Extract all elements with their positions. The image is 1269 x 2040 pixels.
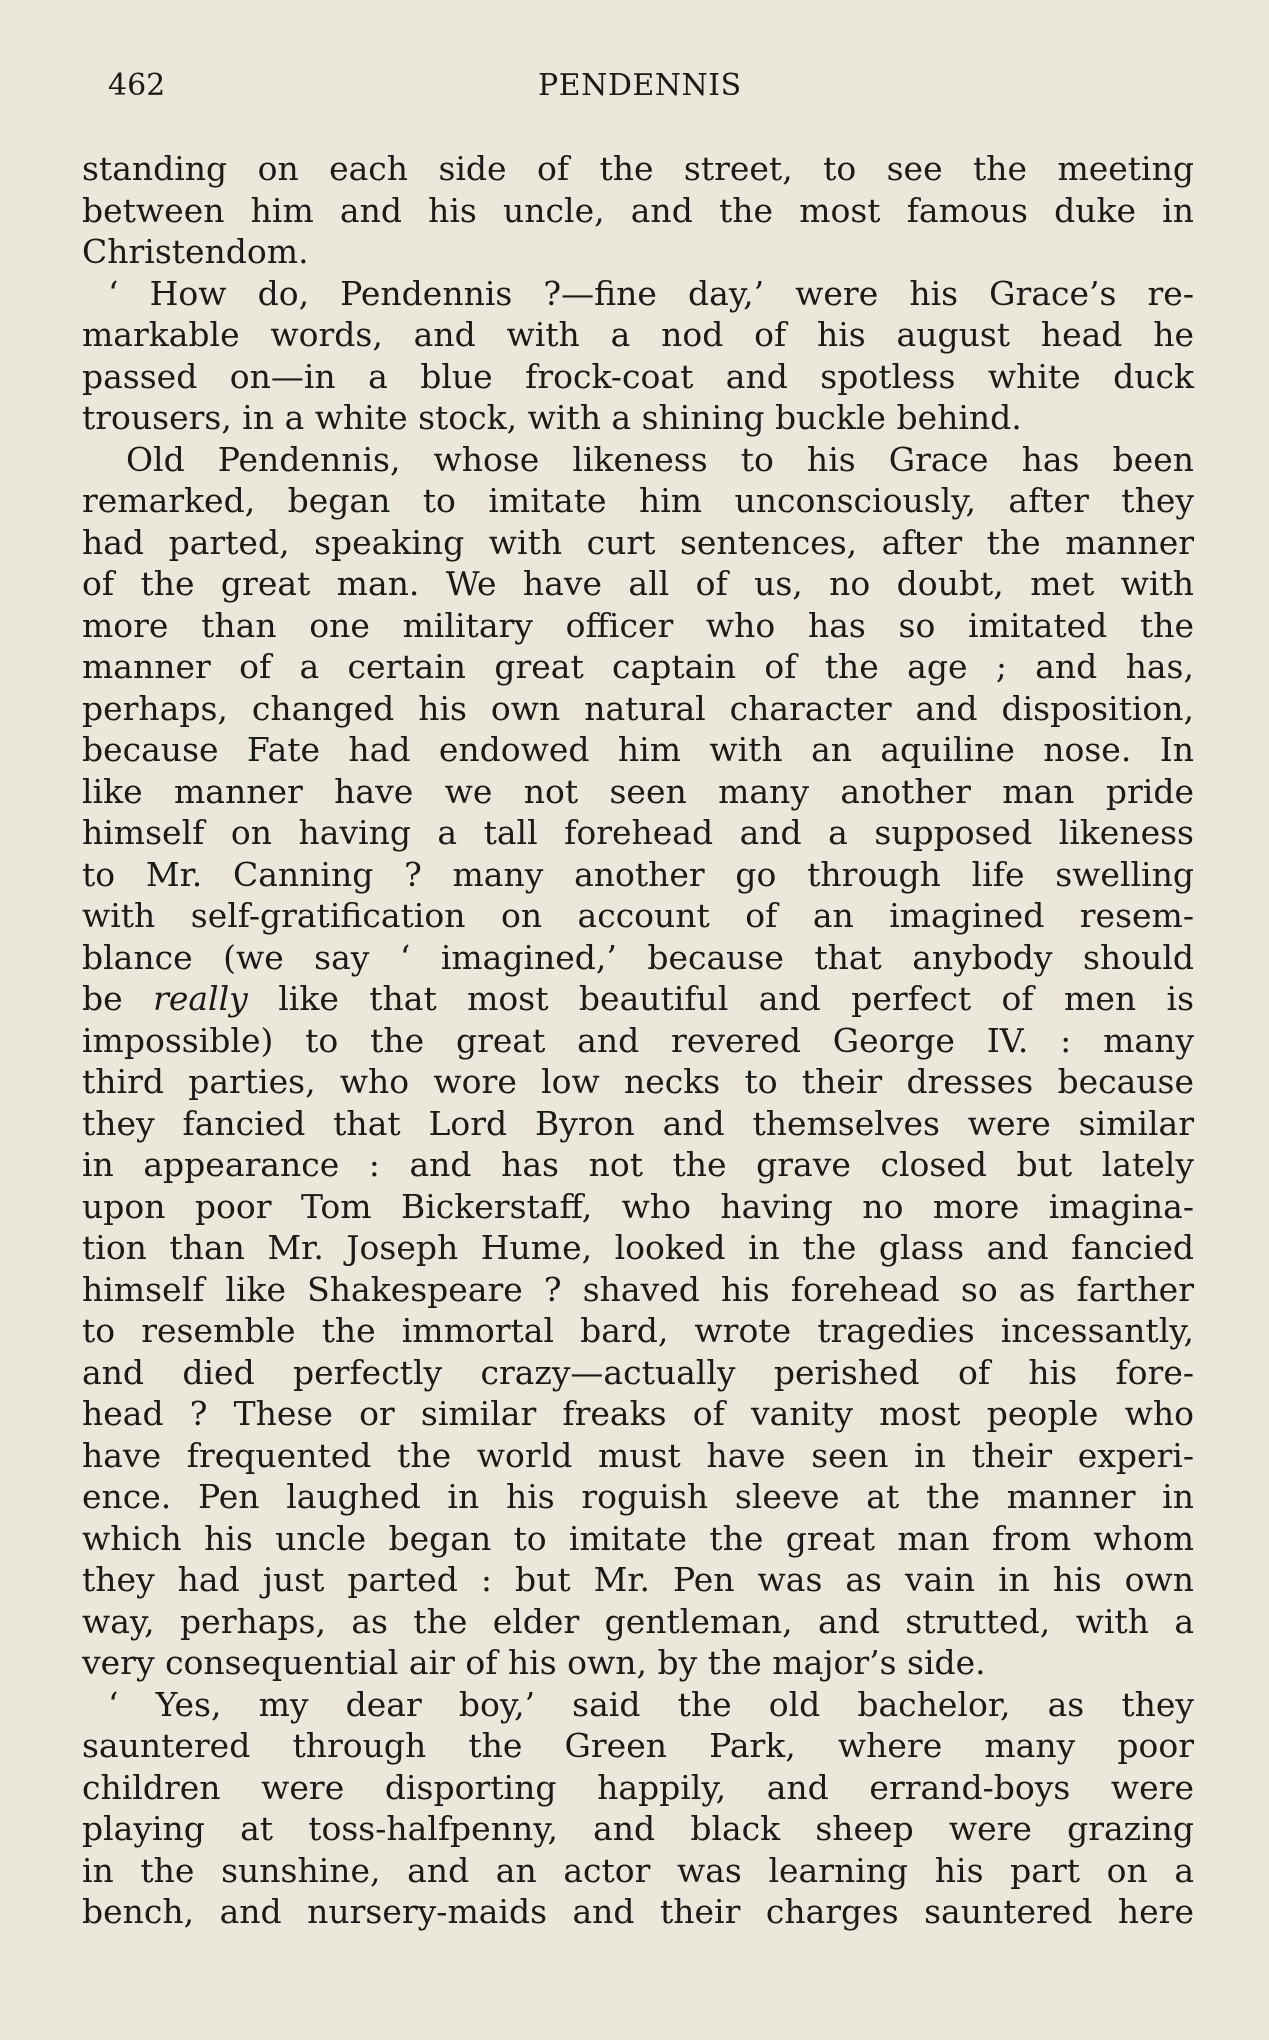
text-line: they fancied that Lord Byron and themselves were similar [82,1103,1194,1143]
text-line: remarked, began to imitate him unconsciously, after they [82,481,1194,520]
text-line: passed on—in a blue frock-coat and spotless white duck [82,356,1194,396]
page-number: 462 [108,68,166,103]
text-line: head ? These or similar freaks of vanity most people who [82,1394,1194,1433]
text-fragment: be [82,979,123,1018]
text-line: of the great man. We have all of us, no doubt, met with [82,564,1194,603]
body-text [82,148,1194,1933]
text-line: sauntered through the Green Park, where many poor [82,1726,1194,1765]
text-line: bench, and nursery-maids and their charges sauntered here [82,1892,1194,1931]
running-head: PENDENNIS [538,68,742,103]
text-line: way, perhaps, as the elder gentleman, and strutted, with a [82,1601,1194,1641]
text-line: which his uncle began to imitate the great man from whom [82,1518,1194,1558]
text-line: ence. Pen laughed in his roguish sleeve at the manner in [82,1477,1194,1516]
text-line: have frequented the world must have seen in their experi- [82,1435,1194,1475]
text-line: playing at toss-halfpenny, and black sheep were grazing [82,1809,1194,1848]
text-line: more than one military officer who has so imitated the [82,605,1194,645]
text-line: because Fate had endowed him with an aquiline nose. In [82,730,1194,769]
text-line: they had just parted : but Mr. Pen was as vain in his own [82,1560,1194,1599]
text-line: Old Pendennis, whose likeness to his Grace has been [126,439,1194,479]
text-line: to Mr. Canning ? many another go through life swelling [82,854,1194,894]
text-line: very consequential air of his own, by the major’s side. [82,1643,986,1682]
text-line: ‘ Yes, my dear boy,’ said the old bachelor, as they [108,1684,1194,1724]
text-line: upon poor Tom Bickerstaff, who having no more imagina- [82,1186,1194,1226]
italic-word: really [153,979,248,1018]
text-line: in the sunshine, and an actor was learning his part on a [82,1850,1194,1890]
text-fragment: like that most beautiful and perfect of men is [278,979,1194,1018]
text-line: himself like Shakespeare ? shaved his forehead so as farther [82,1269,1194,1309]
text-line: trousers, in a white stock, with a shining buckle behind. [82,398,1022,437]
text-line: blance (we say ‘ imagined,’ because that anybody should [82,937,1194,977]
text-line: between him and his uncle, and the most famous duke in [82,190,1194,230]
text-line: manner of a certain great captain of the age ; and has, [82,647,1194,686]
text-line: impossible) to the great and revered George IV. : many [82,1020,1194,1060]
text-line: tion than Mr. Joseph Hume, looked in the glass and fancied [82,1228,1194,1267]
text-line: like manner have we not seen many another man pride [82,771,1194,811]
text-line: to resemble the immortal bard, wrote tragedies incessantly, [82,1311,1194,1350]
text-line: markable words, and with a nod of his august head he [82,315,1194,354]
text-line: with self-gratification on account of an imagined resem- [82,896,1194,935]
text-line: third parties, who wore low necks to their dresses because [82,1062,1194,1101]
text-line: perhaps, changed his own natural character and disposition, [82,688,1194,728]
text-line: had parted, speaking with curt sentences, after the manner [82,522,1194,562]
text-line: standing on each side of the street, to see the meeting [82,149,1194,188]
text-line: and died perfectly crazy—actually perished of his fore- [82,1352,1194,1392]
text-line: Christendom. [82,232,309,271]
text-line: ‘ How do, Pendennis ?—fine day,’ were his Grace’s re- [108,273,1194,313]
text-line: himself on having a tall forehead and a supposed likeness [82,813,1194,852]
text-line: children were disporting happily, and errand-boys were [82,1767,1194,1807]
text-line: in appearance : and has not the grave closed but lately [82,1145,1194,1184]
text-line-with-italic [82,978,1194,1020]
page-header [108,66,1168,106]
